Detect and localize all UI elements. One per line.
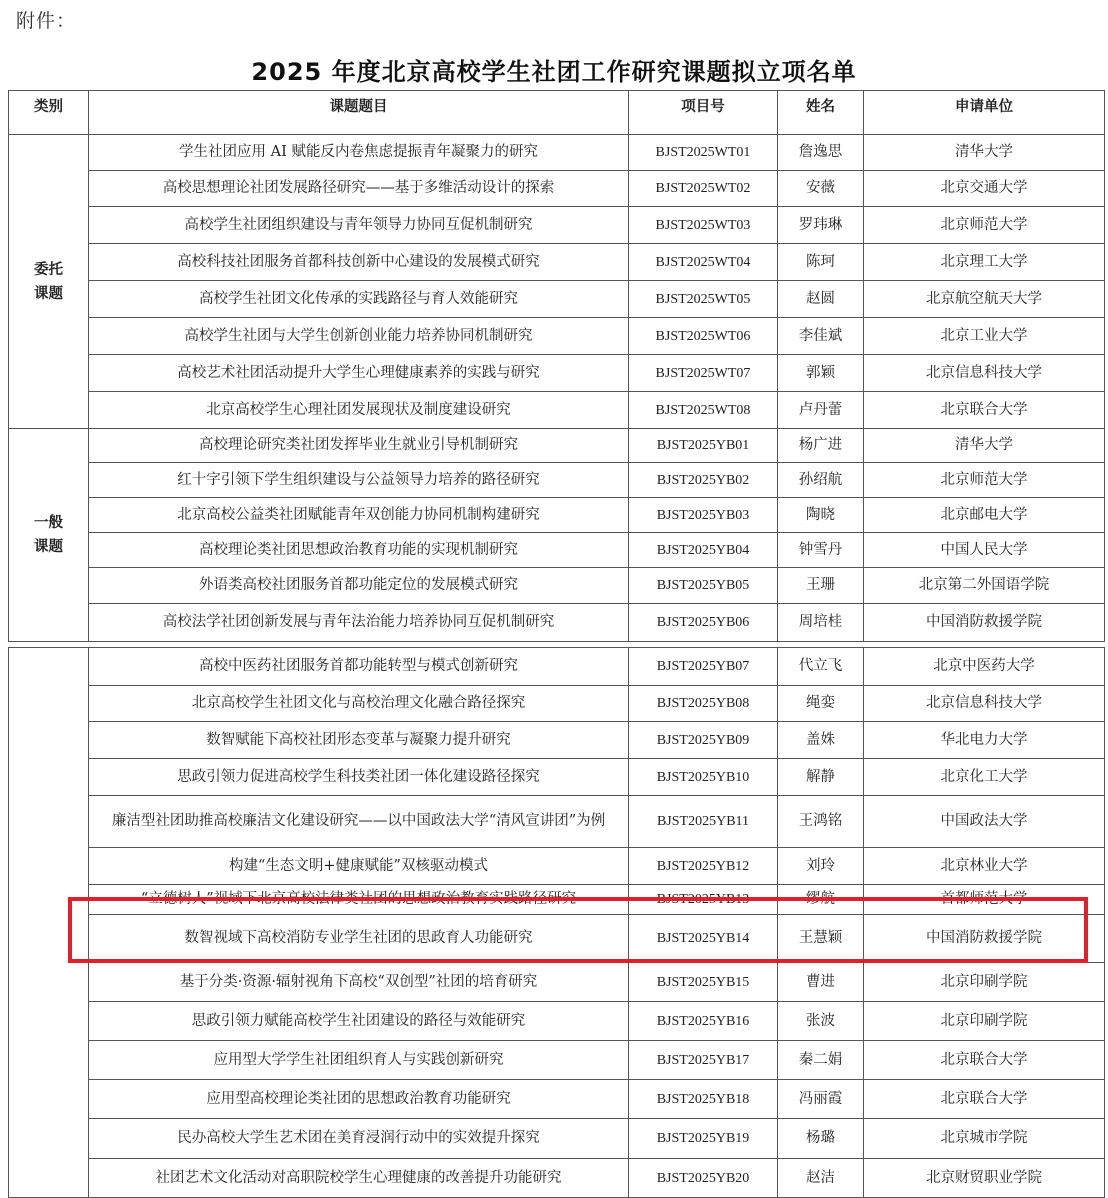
code-cell: BJST2025YB04 [629,533,778,568]
topic-cell: 高校中医药社团服务首都功能转型与模式创新研究 [89,648,629,686]
name-cell: 冯丽霞 [778,1080,864,1119]
topic-cell: 廉洁型社团助推高校廉洁文化建设研究——以中国政法大学“清风宣讲团”为例 [89,796,629,848]
unit-cell: 首都师范大学 [864,885,1105,915]
code-cell: BJST2025YB11 [629,796,778,848]
name-cell: 赵圆 [778,281,864,318]
table-row [9,885,1105,915]
table-row [9,915,1105,963]
table-row [9,1041,1105,1080]
topic-cell: 高校科技社团服务首都科技创新中心建设的发展模式研究 [89,244,629,281]
topic-cell: 红十字引领下学生组织建设与公益领导力培养的路径研究 [89,463,629,498]
name-cell: 赵洁 [778,1159,864,1198]
name-cell: 郭颖 [778,355,864,392]
table-row [9,1159,1105,1198]
topic-cell: 民办高校大学生艺术团在美育浸润行动中的实效提升探究 [89,1119,629,1159]
unit-cell: 北京第二外国语学院 [864,568,1105,604]
topic-cell: 高校艺术社团活动提升大学生心理健康素养的实践与研究 [89,355,629,392]
topic-cell: “立德树人”视域下北京高校法律类社团的思想政治教育实践路径研究 [89,885,629,915]
category-cell: 委托 课题 [9,135,89,429]
table-row [9,463,1105,498]
unit-cell: 北京财贸职业学院 [864,1159,1105,1198]
name-cell: 詹逸思 [778,135,864,171]
table-row [9,648,1105,686]
table-row [9,498,1105,533]
code-cell: BJST2025YB18 [629,1080,778,1119]
header-category: 类别 [9,91,89,135]
unit-cell: 北京印刷学院 [864,963,1105,1002]
table-row [9,281,1105,318]
header-topic: 课题题目 [89,91,629,135]
name-cell: 王鸿铭 [778,796,864,848]
table-row [9,392,1105,429]
unit-cell: 中国人民大学 [864,533,1105,568]
unit-cell: 北京联合大学 [864,392,1105,429]
code-cell: BJST2025WT07 [629,355,778,392]
topic-cell: 北京高校公益类社团赋能青年双创能力协同机制构建研究 [89,498,629,533]
topic-cell: 高校学生社团组织建设与青年领导力协同互促机制研究 [89,207,629,244]
code-cell: BJST2025YB15 [629,963,778,1002]
table-row [9,963,1105,1002]
code-cell: BJST2025WT03 [629,207,778,244]
unit-cell: 清华大学 [864,135,1105,171]
unit-cell: 华北电力大学 [864,722,1105,759]
code-cell: BJST2025YB17 [629,1041,778,1080]
name-cell: 陈珂 [778,244,864,281]
name-cell: 安薇 [778,171,864,207]
code-cell: BJST2025YB09 [629,722,778,759]
table-header-row [9,91,1105,135]
topic-cell: 基于分类·资源·辐射视角下高校“双创型”社团的培育研究 [89,963,629,1002]
name-cell: 孙绍航 [778,463,864,498]
unit-cell: 北京化工大学 [864,759,1105,796]
unit-cell: 北京联合大学 [864,1041,1105,1080]
code-cell: BJST2025YB07 [629,648,778,686]
name-cell: 钟雪丹 [778,533,864,568]
table-row [9,135,1105,171]
topic-cell: 社团艺术文化活动对高职院校学生心理健康的改善提升功能研究 [89,1159,629,1198]
table-row [9,1002,1105,1041]
unit-cell: 北京邮电大学 [864,498,1105,533]
topic-cell: 北京高校学生心理社团发展现状及制度建设研究 [89,392,629,429]
name-cell: 张波 [778,1002,864,1041]
code-cell: BJST2025YB06 [629,604,778,642]
table-row [9,796,1105,848]
name-cell: 绳娈 [778,686,864,722]
table-row [9,604,1105,642]
topic-cell: 思政引领力促进高校学生科技类社团一体化建设路径探究 [89,759,629,796]
table-row [9,568,1105,604]
unit-cell: 中国消防救援学院 [864,915,1105,963]
table-row [9,686,1105,722]
table-row [9,207,1105,244]
table-row [9,722,1105,759]
topic-cell: 高校理论类社团思想政治教育功能的实现机制研究 [89,533,629,568]
topic-cell: 数智赋能下高校社团形态变革与凝聚力提升研究 [89,722,629,759]
document-title: 2025 年度北京高校学生社团工作研究课题拟立项名单 [251,58,857,86]
code-cell: BJST2025WT01 [629,135,778,171]
name-cell: 解静 [778,759,864,796]
unit-cell: 北京林业大学 [864,848,1105,885]
name-cell: 盖姝 [778,722,864,759]
name-cell: 陶晓 [778,498,864,533]
topic-cell: 高校思想理论社团发展路径研究——基于多维活动设计的探索 [89,171,629,207]
topic-cell: 应用型大学学生社团组织育人与实践创新研究 [89,1041,629,1080]
attachment-label: 附件： [16,10,77,32]
header-unit: 申请单位 [864,91,1105,135]
unit-cell: 北京交通大学 [864,171,1105,207]
name-cell: 刘玲 [778,848,864,885]
header-name: 姓名 [778,91,864,135]
table-row [9,171,1105,207]
category-cell: 一般 课题 [9,429,89,642]
unit-cell: 中国消防救援学院 [864,604,1105,642]
unit-cell: 北京师范大学 [864,463,1105,498]
code-cell: BJST2025YB12 [629,848,778,885]
table-row [9,1080,1105,1119]
code-cell: BJST2025YB03 [629,498,778,533]
table-row [9,759,1105,796]
topic-cell: 学生社团应用 AI 赋能反内卷焦虑提振青年凝聚力的研究 [89,135,629,171]
topic-cell: 思政引领力赋能高校学生社团建设的路径与效能研究 [89,1002,629,1041]
unit-cell: 北京师范大学 [864,207,1105,244]
unit-cell: 中国政法大学 [864,796,1105,848]
unit-cell: 北京理工大学 [864,244,1105,281]
code-cell: BJST2025YB08 [629,686,778,722]
name-cell: 周培桂 [778,604,864,642]
code-cell: BJST2025YB16 [629,1002,778,1041]
name-cell: 代立飞 [778,648,864,686]
unit-cell: 北京工业大学 [864,318,1105,355]
topic-cell: 应用型高校理论类社团的思想政治教育功能研究 [89,1080,629,1119]
unit-cell: 北京信息科技大学 [864,355,1105,392]
table-row [9,244,1105,281]
name-cell: 罗玮琳 [778,207,864,244]
topic-cell: 数智视域下高校消防专业学生社团的思政育人功能研究 [89,915,629,963]
code-cell: BJST2025YB14 [629,915,778,963]
name-cell: 杨璐 [778,1119,864,1159]
code-cell: BJST2025YB02 [629,463,778,498]
topic-cell: 构建“生态文明+健康赋能”双核驱动模式 [89,848,629,885]
code-cell: BJST2025YB01 [629,429,778,463]
code-cell: BJST2025WT02 [629,171,778,207]
code-cell: BJST2025WT08 [629,392,778,429]
unit-cell: 北京联合大学 [864,1080,1105,1119]
code-cell: BJST2025YB05 [629,568,778,604]
code-cell: BJST2025YB13 [629,885,778,915]
name-cell: 杨广进 [778,429,864,463]
code-cell: BJST2025YB20 [629,1159,778,1198]
name-cell: 卢丹蕾 [778,392,864,429]
category-cell [9,648,89,1198]
name-cell: 李佳斌 [778,318,864,355]
topic-cell: 高校法学社团创新发展与青年法治能力培养协同互促机制研究 [89,604,629,642]
table-row [9,533,1105,568]
unit-cell: 北京印刷学院 [864,1002,1105,1041]
topic-cell: 外语类高校社团服务首都功能定位的发展模式研究 [89,568,629,604]
unit-cell: 清华大学 [864,429,1105,463]
topic-cell: 北京高校学生社团文化与高校治理文化融合路径探究 [89,686,629,722]
name-cell: 王慧颖 [778,915,864,963]
header-code: 项目号 [629,91,778,135]
table-row [9,1119,1105,1159]
project-list-table [8,90,1105,1198]
table-row [9,355,1105,392]
topic-cell: 高校学生社团文化传承的实践路径与育人效能研究 [89,281,629,318]
topic-cell: 高校学生社团与大学生创新创业能力培养协同机制研究 [89,318,629,355]
name-cell: 缪航 [778,885,864,915]
table-row [9,318,1105,355]
unit-cell: 北京信息科技大学 [864,686,1105,722]
code-cell: BJST2025WT05 [629,281,778,318]
unit-cell: 北京中医药大学 [864,648,1105,686]
code-cell: BJST2025WT04 [629,244,778,281]
name-cell: 王珊 [778,568,864,604]
name-cell: 秦二娟 [778,1041,864,1080]
table-row [9,848,1105,885]
unit-cell: 北京航空航天大学 [864,281,1105,318]
code-cell: BJST2025YB10 [629,759,778,796]
topic-cell: 高校理论研究类社团发挥毕业生就业引导机制研究 [89,429,629,463]
unit-cell: 北京城市学院 [864,1119,1105,1159]
code-cell: BJST2025YB19 [629,1119,778,1159]
table-row [9,429,1105,463]
name-cell: 曹进 [778,963,864,1002]
code-cell: BJST2025WT06 [629,318,778,355]
